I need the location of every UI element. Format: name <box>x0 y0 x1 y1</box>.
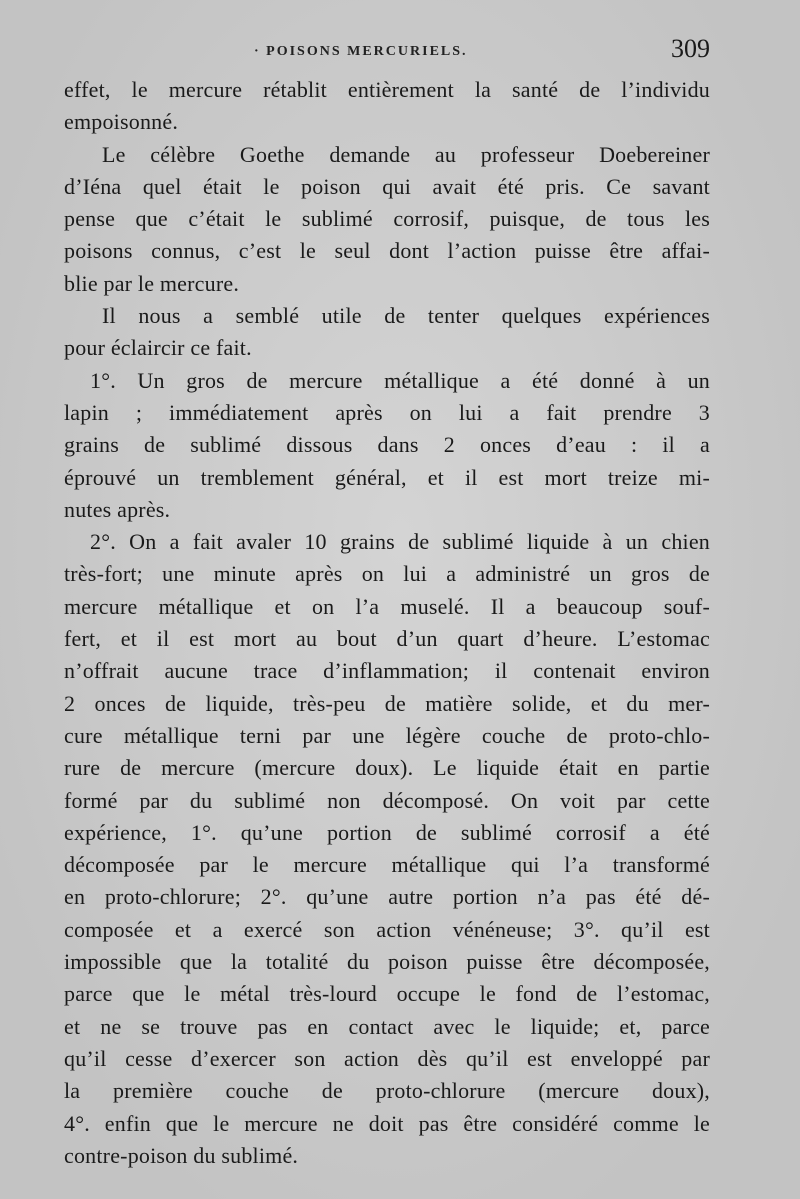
text-line: éprouvé un tremblement général, et il est mort treize mi- <box>64 464 710 490</box>
text-line: en proto-chlorure; 2°. qu’une autre portion n’a pas été dé- <box>64 884 710 910</box>
text-line: Il nous a semblé utile de tenter quelques expériences <box>102 303 710 329</box>
text-line: effet, le mercure rétablit entièrement la santé de l’individu <box>64 77 710 102</box>
text-line: pour éclaircir ce fait. <box>64 335 252 361</box>
text-line: et ne se trouve pas en contact avec le liquide; et, parce <box>64 1013 710 1039</box>
text-line: poisons connus, c’est le seul dont l’action puisse être affai- <box>64 238 710 264</box>
text-line: d’Iéna quel était le poison qui avait été pris. Ce savant <box>64 173 710 199</box>
text-line: contre-poison du sublimé. <box>64 1142 299 1168</box>
text-line: rure de mercure (mercure doux). Le liquide était en partie <box>64 755 710 781</box>
text-line: fert, et il est mort au bout d’un quart d’heure. L’estomac <box>64 626 710 652</box>
body-text <box>64 74 710 1172</box>
text-line: impossible que la totalité du poison puisse être décomposée, <box>64 949 710 975</box>
text-line: parce que le métal très-lourd occupe le fond de l’estomac, <box>64 981 710 1007</box>
text-line: 4°. enfin que le mercure ne doit pas être considéré comme le <box>64 1110 710 1136</box>
text-line: la première couche de proto-chlorure (mercure doux), <box>64 1078 710 1104</box>
text-line: cure métallique terni par une légère couche de proto-chlo- <box>64 722 710 748</box>
text-line: Le célèbre Goethe demande au professeur Doebereiner <box>102 141 710 167</box>
text-line: très-fort; une minute après on lui a administré un gros de <box>64 561 710 587</box>
text-line: expérience, 1°. qu’une portion de sublimé corrosif a été <box>64 819 710 845</box>
text-line: formé par du sublimé non décomposé. On voit par cette <box>64 787 710 813</box>
running-head <box>64 34 710 74</box>
text-line: 1°. Un gros de mercure métallique a été donné à un <box>90 367 710 393</box>
text-line: décomposée par le mercure métallique qui l’a transformé <box>64 852 710 878</box>
running-title: · POISONS MERCURIELS. <box>254 44 468 59</box>
text-line: lapin ; immédiatement après on lui a fait prendre 3 <box>64 399 710 425</box>
page-number: 309 <box>671 34 710 63</box>
text-line: composée et a exercé son action vénéneuse; 3°. qu’il est <box>64 916 710 942</box>
text-line: 2 onces de liquide, très-peu de matière solide, et du mer- <box>64 690 710 716</box>
text-line: pense que c’était le sublimé corrosif, puisque, de tous les <box>64 206 710 232</box>
text-line: n’offrait aucune trace d’inflammation; il contenait environ <box>64 658 710 684</box>
text-line: mercure métallique et on l’a muselé. Il a beaucoup souf- <box>64 593 710 619</box>
text-line: blie par le mercure. <box>64 270 240 296</box>
text-line: grains de sublimé dissous dans 2 onces d’eau : il a <box>64 432 710 458</box>
text-line: empoisonné. <box>64 109 179 135</box>
text-line: nutes après. <box>64 496 171 522</box>
text-line: 2°. On a fait avaler 10 grains de sublimé liquide à un chien <box>90 529 710 555</box>
text-line: qu’il cesse d’exercer son action dès qu’il est enveloppé par <box>64 1045 710 1071</box>
